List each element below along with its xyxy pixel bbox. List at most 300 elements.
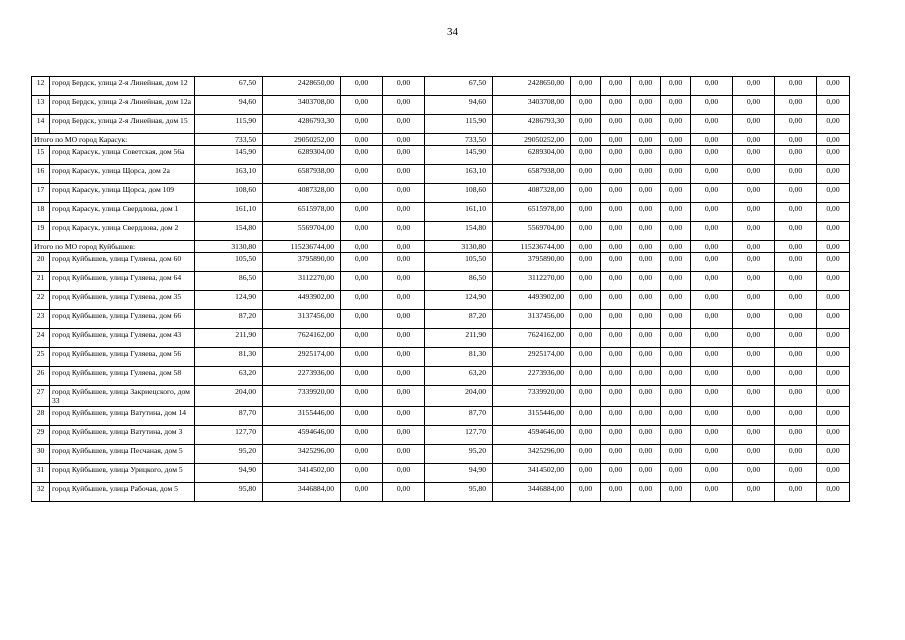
- row-number: 16: [32, 165, 50, 184]
- row-number: 26: [32, 367, 50, 386]
- value-cell: 0,00: [631, 464, 661, 483]
- area-cell: 211,90: [425, 329, 493, 348]
- value-cell: 0,00: [661, 272, 691, 291]
- sum-cell: 4493902,00: [493, 291, 571, 310]
- area-cell: 154,80: [425, 222, 493, 241]
- value-cell: 0,00: [817, 115, 850, 134]
- value-cell: 0,00: [601, 241, 631, 253]
- value-cell: 0,00: [817, 407, 850, 426]
- area-cell: 86,50: [195, 272, 263, 291]
- value-cell: 0,00: [817, 165, 850, 184]
- value-cell: 0,00: [817, 146, 850, 165]
- table-row: [32, 146, 850, 165]
- table-row: [32, 407, 850, 426]
- value-cell: 0,00: [601, 483, 631, 502]
- row-number: 12: [32, 77, 50, 96]
- value-cell: 0,00: [383, 184, 425, 203]
- row-number: 24: [32, 329, 50, 348]
- value-cell: 0,00: [775, 348, 817, 367]
- table-row: [32, 348, 850, 367]
- sum-cell: 4493902,00: [263, 291, 341, 310]
- value-cell: 0,00: [775, 310, 817, 329]
- value-cell: 0,00: [661, 146, 691, 165]
- row-number: 21: [32, 272, 50, 291]
- table-row: [32, 165, 850, 184]
- table-row: [32, 272, 850, 291]
- value-cell: 0,00: [601, 407, 631, 426]
- value-cell: 0,00: [661, 329, 691, 348]
- area-cell: 163,10: [195, 165, 263, 184]
- address-cell: город Карасук, улица Свердлова, дом 1: [50, 203, 195, 222]
- value-cell: 0,00: [341, 253, 383, 272]
- sum-cell: 3155446,00: [493, 407, 571, 426]
- row-number: 13: [32, 96, 50, 115]
- sum-cell: 7339920,00: [263, 386, 341, 407]
- area-cell: 105,50: [425, 253, 493, 272]
- value-cell: 0,00: [733, 445, 775, 464]
- area-cell: 95,80: [425, 483, 493, 502]
- sum-cell: 7624162,00: [263, 329, 341, 348]
- value-cell: 0,00: [601, 367, 631, 386]
- sum-cell: 2273936,00: [493, 367, 571, 386]
- area-cell: 115,90: [425, 115, 493, 134]
- value-cell: 0,00: [775, 96, 817, 115]
- value-cell: 0,00: [631, 241, 661, 253]
- area-cell: 161,10: [425, 203, 493, 222]
- value-cell: 0,00: [775, 165, 817, 184]
- value-cell: 0,00: [601, 77, 631, 96]
- value-cell: 0,00: [691, 77, 733, 96]
- value-cell: 0,00: [571, 426, 601, 445]
- value-cell: 0,00: [691, 115, 733, 134]
- area-cell: 108,60: [195, 184, 263, 203]
- value-cell: 0,00: [631, 272, 661, 291]
- row-number: 23: [32, 310, 50, 329]
- value-cell: 0,00: [571, 310, 601, 329]
- value-cell: 0,00: [691, 329, 733, 348]
- value-cell: 0,00: [631, 146, 661, 165]
- value-cell: 0,00: [631, 348, 661, 367]
- sum-cell: 4594646,00: [493, 426, 571, 445]
- value-cell: 0,00: [383, 241, 425, 253]
- value-cell: 0,00: [601, 184, 631, 203]
- value-cell: 0,00: [601, 348, 631, 367]
- row-number: 22: [32, 291, 50, 310]
- value-cell: 0,00: [733, 272, 775, 291]
- value-cell: 0,00: [661, 464, 691, 483]
- value-cell: 0,00: [733, 407, 775, 426]
- table-row: [32, 253, 850, 272]
- value-cell: 0,00: [383, 203, 425, 222]
- value-cell: 0,00: [601, 386, 631, 407]
- value-cell: 0,00: [733, 96, 775, 115]
- value-cell: 0,00: [571, 272, 601, 291]
- area-cell: 95,20: [425, 445, 493, 464]
- value-cell: 0,00: [631, 483, 661, 502]
- table-row: [32, 222, 850, 241]
- area-cell: 67,50: [195, 77, 263, 96]
- value-cell: 0,00: [601, 445, 631, 464]
- area-cell: 115,90: [195, 115, 263, 134]
- value-cell: 0,00: [571, 115, 601, 134]
- value-cell: 0,00: [571, 464, 601, 483]
- area-cell: 145,90: [195, 146, 263, 165]
- sum-cell: 3795890,00: [493, 253, 571, 272]
- value-cell: 0,00: [383, 165, 425, 184]
- value-cell: 0,00: [775, 407, 817, 426]
- sum-cell: 6587938,00: [493, 165, 571, 184]
- address-cell: город Куйбышев, улица Гуляева, дом 56: [50, 348, 195, 367]
- value-cell: 0,00: [817, 77, 850, 96]
- value-cell: 0,00: [691, 222, 733, 241]
- value-cell: 0,00: [817, 445, 850, 464]
- value-cell: 0,00: [817, 426, 850, 445]
- address-cell: город Куйбышев, улица Ватутина, дом 14: [50, 407, 195, 426]
- value-cell: 0,00: [733, 253, 775, 272]
- sum-cell: 115236744,00: [493, 241, 571, 253]
- table-row: [32, 291, 850, 310]
- address-cell: город Карасук, улица Советская, дом 56а: [50, 146, 195, 165]
- value-cell: 0,00: [631, 445, 661, 464]
- value-cell: 0,00: [341, 115, 383, 134]
- area-cell: 3130,80: [425, 241, 493, 253]
- value-cell: 0,00: [601, 272, 631, 291]
- value-cell: 0,00: [775, 146, 817, 165]
- area-cell: 108,60: [425, 184, 493, 203]
- value-cell: 0,00: [817, 253, 850, 272]
- value-cell: 0,00: [733, 426, 775, 445]
- value-cell: 0,00: [661, 483, 691, 502]
- value-cell: 0,00: [601, 203, 631, 222]
- address-cell: город Карасук, улица Свердлова, дом 2: [50, 222, 195, 241]
- sum-cell: 6515978,00: [263, 203, 341, 222]
- value-cell: 0,00: [733, 77, 775, 96]
- value-cell: 0,00: [661, 310, 691, 329]
- value-cell: 0,00: [383, 96, 425, 115]
- value-cell: 0,00: [775, 272, 817, 291]
- value-cell: 0,00: [775, 445, 817, 464]
- area-cell: 105,50: [195, 253, 263, 272]
- value-cell: 0,00: [775, 253, 817, 272]
- table-row: [32, 445, 850, 464]
- value-cell: 0,00: [817, 134, 850, 146]
- address-cell: город Куйбышев, улица Ватутина, дом 3: [50, 426, 195, 445]
- value-cell: 0,00: [691, 241, 733, 253]
- value-cell: 0,00: [601, 165, 631, 184]
- value-cell: 0,00: [383, 407, 425, 426]
- value-cell: 0,00: [571, 386, 601, 407]
- value-cell: 0,00: [601, 291, 631, 310]
- sum-cell: 2925174,00: [493, 348, 571, 367]
- value-cell: 0,00: [733, 291, 775, 310]
- value-cell: 0,00: [775, 291, 817, 310]
- row-number: 27: [32, 386, 50, 407]
- sum-cell: 2428650,00: [493, 77, 571, 96]
- value-cell: 0,00: [661, 184, 691, 203]
- value-cell: 0,00: [775, 367, 817, 386]
- area-cell: 733,50: [425, 134, 493, 146]
- value-cell: 0,00: [661, 367, 691, 386]
- value-cell: 0,00: [571, 291, 601, 310]
- sum-cell: 3795890,00: [263, 253, 341, 272]
- sum-cell: 29050252,00: [493, 134, 571, 146]
- area-cell: 94,90: [195, 464, 263, 483]
- value-cell: 0,00: [601, 96, 631, 115]
- address-cell: город Куйбышев, улица Гуляева, дом 64: [50, 272, 195, 291]
- area-cell: 124,90: [425, 291, 493, 310]
- value-cell: 0,00: [631, 329, 661, 348]
- value-cell: 0,00: [571, 222, 601, 241]
- value-cell: 0,00: [341, 367, 383, 386]
- value-cell: 0,00: [817, 348, 850, 367]
- value-cell: 0,00: [817, 291, 850, 310]
- value-cell: 0,00: [341, 407, 383, 426]
- value-cell: 0,00: [601, 115, 631, 134]
- value-cell: 0,00: [383, 445, 425, 464]
- value-cell: 0,00: [775, 241, 817, 253]
- value-cell: 0,00: [383, 329, 425, 348]
- area-cell: 95,80: [195, 483, 263, 502]
- value-cell: 0,00: [571, 253, 601, 272]
- area-cell: 87,70: [195, 407, 263, 426]
- area-cell: 3130,80: [195, 241, 263, 253]
- value-cell: 0,00: [817, 272, 850, 291]
- value-cell: 0,00: [775, 426, 817, 445]
- value-cell: 0,00: [631, 115, 661, 134]
- address-cell: город Куйбышев, улица Гуляева, дом 35: [50, 291, 195, 310]
- table-row: [32, 115, 850, 134]
- address-cell: город Куйбышев, улица Гуляева, дом 60: [50, 253, 195, 272]
- value-cell: 0,00: [631, 310, 661, 329]
- sum-cell: 3414502,00: [263, 464, 341, 483]
- value-cell: 0,00: [341, 241, 383, 253]
- row-number: 28: [32, 407, 50, 426]
- value-cell: 0,00: [571, 77, 601, 96]
- value-cell: 0,00: [691, 426, 733, 445]
- value-cell: 0,00: [691, 203, 733, 222]
- value-cell: 0,00: [661, 241, 691, 253]
- value-cell: 0,00: [383, 222, 425, 241]
- value-cell: 0,00: [817, 386, 850, 407]
- value-cell: 0,00: [341, 291, 383, 310]
- value-cell: 0,00: [341, 426, 383, 445]
- value-cell: 0,00: [733, 367, 775, 386]
- sum-cell: 6289304,00: [493, 146, 571, 165]
- value-cell: 0,00: [661, 348, 691, 367]
- sum-cell: 3446884,00: [493, 483, 571, 502]
- sum-cell: 2925174,00: [263, 348, 341, 367]
- value-cell: 0,00: [571, 367, 601, 386]
- table-row: [32, 367, 850, 386]
- value-cell: 0,00: [691, 386, 733, 407]
- value-cell: 0,00: [661, 203, 691, 222]
- value-cell: 0,00: [383, 291, 425, 310]
- address-cell: город Куйбышев, улица Гуляева, дом 58: [50, 367, 195, 386]
- sum-cell: 5569704,00: [493, 222, 571, 241]
- value-cell: 0,00: [661, 291, 691, 310]
- value-cell: 0,00: [601, 146, 631, 165]
- value-cell: 0,00: [383, 253, 425, 272]
- value-cell: 0,00: [631, 426, 661, 445]
- value-cell: 0,00: [341, 146, 383, 165]
- value-cell: 0,00: [601, 134, 631, 146]
- value-cell: 0,00: [691, 483, 733, 502]
- value-cell: 0,00: [631, 77, 661, 96]
- value-cell: 0,00: [733, 222, 775, 241]
- area-cell: 94,60: [425, 96, 493, 115]
- value-cell: 0,00: [341, 222, 383, 241]
- row-number: 32: [32, 483, 50, 502]
- sum-cell: 3425296,00: [263, 445, 341, 464]
- area-cell: 81,30: [195, 348, 263, 367]
- value-cell: 0,00: [661, 426, 691, 445]
- value-cell: 0,00: [571, 241, 601, 253]
- sum-cell: 4286793,30: [263, 115, 341, 134]
- value-cell: 0,00: [383, 386, 425, 407]
- value-cell: 0,00: [775, 77, 817, 96]
- value-cell: 0,00: [733, 115, 775, 134]
- value-cell: 0,00: [661, 253, 691, 272]
- row-number: 17: [32, 184, 50, 203]
- value-cell: 0,00: [631, 407, 661, 426]
- value-cell: 0,00: [691, 407, 733, 426]
- total-label: Итого по МО город Карасук:: [32, 134, 195, 146]
- area-cell: 124,90: [195, 291, 263, 310]
- area-cell: 161,10: [195, 203, 263, 222]
- value-cell: 0,00: [691, 310, 733, 329]
- value-cell: 0,00: [691, 464, 733, 483]
- value-cell: 0,00: [691, 146, 733, 165]
- value-cell: 0,00: [775, 483, 817, 502]
- value-cell: 0,00: [775, 222, 817, 241]
- value-cell: 0,00: [691, 272, 733, 291]
- value-cell: 0,00: [341, 165, 383, 184]
- value-cell: 0,00: [383, 483, 425, 502]
- sum-cell: 29050252,00: [263, 134, 341, 146]
- value-cell: 0,00: [691, 165, 733, 184]
- value-cell: 0,00: [775, 134, 817, 146]
- sum-cell: 6515978,00: [493, 203, 571, 222]
- area-cell: 81,30: [425, 348, 493, 367]
- total-row: [32, 241, 850, 253]
- value-cell: 0,00: [383, 134, 425, 146]
- address-cell: город Бердск, улица 2-я Линейная, дом 12: [50, 77, 195, 96]
- value-cell: 0,00: [733, 386, 775, 407]
- value-cell: 0,00: [631, 184, 661, 203]
- sum-cell: 2428650,00: [263, 77, 341, 96]
- value-cell: 0,00: [733, 203, 775, 222]
- value-cell: 0,00: [691, 253, 733, 272]
- value-cell: 0,00: [571, 184, 601, 203]
- address-cell: город Куйбышев, улица Гуляева, дом 66: [50, 310, 195, 329]
- table-row: [32, 203, 850, 222]
- value-cell: 0,00: [733, 165, 775, 184]
- value-cell: 0,00: [661, 115, 691, 134]
- area-cell: 67,50: [425, 77, 493, 96]
- area-cell: 87,70: [425, 407, 493, 426]
- value-cell: 0,00: [733, 184, 775, 203]
- value-cell: 0,00: [341, 483, 383, 502]
- area-cell: 87,20: [195, 310, 263, 329]
- table-row: [32, 483, 850, 502]
- area-cell: 211,90: [195, 329, 263, 348]
- value-cell: 0,00: [383, 77, 425, 96]
- sum-cell: 3137456,00: [493, 310, 571, 329]
- value-cell: 0,00: [817, 329, 850, 348]
- row-number: 29: [32, 426, 50, 445]
- value-cell: 0,00: [571, 203, 601, 222]
- value-cell: 0,00: [817, 367, 850, 386]
- value-cell: 0,00: [631, 367, 661, 386]
- value-cell: 0,00: [631, 291, 661, 310]
- sum-cell: 3112270,00: [493, 272, 571, 291]
- value-cell: 0,00: [817, 96, 850, 115]
- address-cell: город Куйбышев, улица Гуляева, дом 43: [50, 329, 195, 348]
- value-cell: 0,00: [775, 203, 817, 222]
- value-cell: 0,00: [661, 134, 691, 146]
- value-cell: 0,00: [341, 464, 383, 483]
- value-cell: 0,00: [341, 203, 383, 222]
- value-cell: 0,00: [571, 329, 601, 348]
- area-cell: 145,90: [425, 146, 493, 165]
- table-row: [32, 310, 850, 329]
- sum-cell: 3403708,00: [493, 96, 571, 115]
- value-cell: 0,00: [571, 134, 601, 146]
- value-cell: 0,00: [383, 146, 425, 165]
- value-cell: 0,00: [571, 407, 601, 426]
- value-cell: 0,00: [571, 165, 601, 184]
- sum-cell: 115236744,00: [263, 241, 341, 253]
- value-cell: 0,00: [817, 184, 850, 203]
- value-cell: 0,00: [733, 146, 775, 165]
- sum-cell: 6289304,00: [263, 146, 341, 165]
- value-cell: 0,00: [341, 386, 383, 407]
- value-cell: 0,00: [691, 184, 733, 203]
- value-cell: 0,00: [733, 134, 775, 146]
- row-number: 18: [32, 203, 50, 222]
- table-row: [32, 77, 850, 96]
- value-cell: 0,00: [383, 348, 425, 367]
- value-cell: 0,00: [341, 329, 383, 348]
- area-cell: 127,70: [195, 426, 263, 445]
- value-cell: 0,00: [817, 203, 850, 222]
- value-cell: 0,00: [571, 445, 601, 464]
- value-cell: 0,00: [571, 146, 601, 165]
- table-row: [32, 464, 850, 483]
- row-number: 19: [32, 222, 50, 241]
- value-cell: 0,00: [571, 483, 601, 502]
- value-cell: 0,00: [817, 241, 850, 253]
- housing-table: [31, 76, 850, 502]
- value-cell: 0,00: [631, 386, 661, 407]
- area-cell: 163,10: [425, 165, 493, 184]
- table-row: [32, 329, 850, 348]
- table-row: [32, 184, 850, 203]
- row-number: 25: [32, 348, 50, 367]
- value-cell: 0,00: [661, 77, 691, 96]
- area-cell: 154,80: [195, 222, 263, 241]
- value-cell: 0,00: [775, 329, 817, 348]
- row-number: 20: [32, 253, 50, 272]
- value-cell: 0,00: [601, 310, 631, 329]
- sum-cell: 6587938,00: [263, 165, 341, 184]
- value-cell: 0,00: [775, 115, 817, 134]
- address-cell: город Куйбышев, улица Рабочая, дом 5: [50, 483, 195, 502]
- table-row: [32, 426, 850, 445]
- sum-cell: 2273936,00: [263, 367, 341, 386]
- value-cell: 0,00: [733, 329, 775, 348]
- sum-cell: 3425296,00: [493, 445, 571, 464]
